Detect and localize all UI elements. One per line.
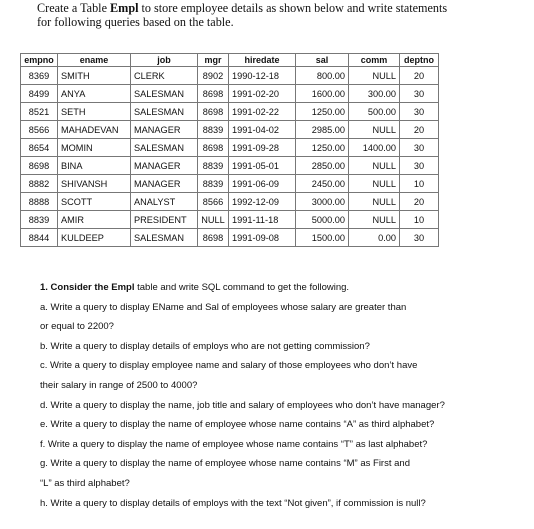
table-row — [21, 139, 439, 157]
cell-comm: 300.00 — [349, 85, 400, 103]
cell-hiredate: 1991-11-18 — [229, 211, 296, 229]
cell-mgr: 8839 — [198, 157, 229, 175]
cell-hiredate: 1991-05-01 — [229, 157, 296, 175]
question-line: or equal to 2200? — [40, 321, 114, 333]
cell-comm: 0.00 — [349, 229, 400, 247]
cell-ename: SETH — [58, 103, 131, 121]
cell-job: SALESMAN — [131, 85, 198, 103]
cell-sal: 1250.00 — [296, 103, 349, 121]
cell-sal: 5000.00 — [296, 211, 349, 229]
question-line: their salary in range of 2500 to 4000? — [40, 379, 198, 391]
cell-hiredate: 1991-04-02 — [229, 121, 296, 139]
question-line: “L” as third alphabet? — [40, 477, 130, 489]
cell-empno: 8698 — [21, 157, 58, 175]
intro-line-1-pre: Create a Table — [37, 1, 111, 15]
cell-sal: 1600.00 — [296, 85, 349, 103]
question-intro-table-name: Empl — [111, 282, 135, 293]
intro-table-name: Empl — [110, 1, 139, 15]
cell-sal: 2850.00 — [296, 157, 349, 175]
cell-deptno: 20 — [400, 67, 439, 85]
table-row — [21, 85, 439, 103]
table-header-row — [21, 54, 439, 67]
cell-job: SALESMAN — [131, 229, 198, 247]
cell-comm: 1400.00 — [349, 139, 400, 157]
col-header-job: job — [131, 54, 198, 67]
cell-deptno: 30 — [400, 157, 439, 175]
cell-empno: 8499 — [21, 85, 58, 103]
questions-section — [40, 278, 530, 513]
cell-job: CLERK — [131, 67, 198, 85]
cell-hiredate: 1991-02-20 — [229, 85, 296, 103]
cell-deptno: 10 — [400, 175, 439, 193]
cell-hiredate: 1991-02-22 — [229, 103, 296, 121]
cell-sal: 1500.00 — [296, 229, 349, 247]
cell-hiredate: 1991-06-09 — [229, 175, 296, 193]
cell-job: SALESMAN — [131, 103, 198, 121]
col-header-hiredate: hiredate — [229, 54, 296, 67]
cell-comm: NULL — [349, 121, 400, 139]
cell-empno: 8839 — [21, 211, 58, 229]
cell-mgr: 8698 — [198, 139, 229, 157]
table-row — [21, 157, 439, 175]
table-row — [21, 67, 439, 85]
cell-ename: AMIR — [58, 211, 131, 229]
cell-empno: 8882 — [21, 175, 58, 193]
cell-comm: NULL — [349, 211, 400, 229]
col-header-mgr: mgr — [198, 54, 229, 67]
table-row — [21, 103, 439, 121]
question-line: f. Write a query to display the name of employee whose name contains “T” as last alphabet? — [40, 438, 428, 450]
question-intro — [40, 278, 530, 298]
cell-job: MANAGER — [131, 121, 198, 139]
col-header-deptno: deptno — [400, 54, 439, 67]
cell-deptno: 30 — [400, 85, 439, 103]
cell-empno: 8566 — [21, 121, 58, 139]
col-header-sal: sal — [296, 54, 349, 67]
cell-empno: 8844 — [21, 229, 58, 247]
question-intro-pre: 1. Consider the — [40, 282, 112, 293]
cell-ename: BINA — [58, 157, 131, 175]
cell-empno: 8521 — [21, 103, 58, 121]
intro-line-1-post: to store employee details as shown below and write statements — [138, 1, 448, 15]
cell-ename: ANYA — [58, 85, 131, 103]
col-header-ename: ename — [58, 54, 131, 67]
cell-mgr: 8698 — [198, 85, 229, 103]
cell-deptno: 20 — [400, 193, 439, 211]
cell-ename: SHIVANSH — [58, 175, 131, 193]
cell-deptno: 20 — [400, 121, 439, 139]
cell-sal: 2450.00 — [296, 175, 349, 193]
cell-deptno: 30 — [400, 139, 439, 157]
cell-empno: 8888 — [21, 193, 58, 211]
cell-empno: 8654 — [21, 139, 58, 157]
table-row — [21, 193, 439, 211]
question-line: a. Write a query to display EName and Sal of employees whose salary are greater than — [40, 301, 407, 313]
question-line: b. Write a query to display details of employs who are not getting commission? — [40, 340, 370, 352]
question-line: h. Write a query to display details of employs with the text “Not given”, if commission is null? — [40, 497, 426, 509]
col-header-empno: empno — [21, 54, 58, 67]
cell-ename: KULDEEP — [58, 229, 131, 247]
cell-job: MANAGER — [131, 175, 198, 193]
cell-comm: NULL — [349, 157, 400, 175]
table-row — [21, 229, 439, 247]
cell-mgr: 8698 — [198, 103, 229, 121]
table-row — [21, 175, 439, 193]
cell-job: PRESIDENT — [131, 211, 198, 229]
cell-comm: NULL — [349, 67, 400, 85]
question-intro-post: table and write SQL command to get the following. — [134, 282, 350, 293]
question-line: e. Write a query to display the name of employee whose name contains “A” as third alphabet? — [40, 419, 435, 431]
cell-ename: MAHADEVAN — [58, 121, 131, 139]
cell-hiredate: 1991-09-28 — [229, 139, 296, 157]
cell-job: SALESMAN — [131, 139, 198, 157]
cell-ename: MOMIN — [58, 139, 131, 157]
table-row — [21, 121, 439, 139]
cell-job: ANALYST — [131, 193, 198, 211]
cell-job: MANAGER — [131, 157, 198, 175]
cell-hiredate: 1990-12-18 — [229, 67, 296, 85]
intro-line-2: for following queries based on the table. — [37, 15, 234, 29]
cell-deptno: 30 — [400, 229, 439, 247]
table-row — [21, 211, 439, 229]
cell-mgr: NULL — [198, 211, 229, 229]
cell-ename: SCOTT — [58, 193, 131, 211]
cell-comm: 500.00 — [349, 103, 400, 121]
cell-sal: 1250.00 — [296, 139, 349, 157]
empl-table — [20, 53, 439, 247]
intro-text — [37, 1, 527, 29]
col-header-comm: comm — [349, 54, 400, 67]
cell-mgr: 8566 — [198, 193, 229, 211]
question-line: d. Write a query to display the name, job title and salary of employees who don’t have manager? — [40, 399, 445, 411]
cell-mgr: 8839 — [198, 175, 229, 193]
cell-deptno: 30 — [400, 103, 439, 121]
intro-line-1 — [37, 1, 527, 15]
cell-empno: 8369 — [21, 67, 58, 85]
cell-deptno: 10 — [400, 211, 439, 229]
cell-comm: NULL — [349, 193, 400, 211]
cell-mgr: 8902 — [198, 67, 229, 85]
question-line: c. Write a query to display employee name and salary of those employees who don’t have — [40, 360, 418, 372]
cell-mgr: 8698 — [198, 229, 229, 247]
cell-sal: 2985.00 — [296, 121, 349, 139]
cell-ename: SMITH — [58, 67, 131, 85]
question-line: g. Write a query to display the name of employee whose name contains “M” as First and — [40, 458, 410, 470]
cell-sal: 800.00 — [296, 67, 349, 85]
cell-sal: 3000.00 — [296, 193, 349, 211]
cell-mgr: 8839 — [198, 121, 229, 139]
cell-hiredate: 1992-12-09 — [229, 193, 296, 211]
cell-hiredate: 1991-09-08 — [229, 229, 296, 247]
cell-comm: NULL — [349, 175, 400, 193]
